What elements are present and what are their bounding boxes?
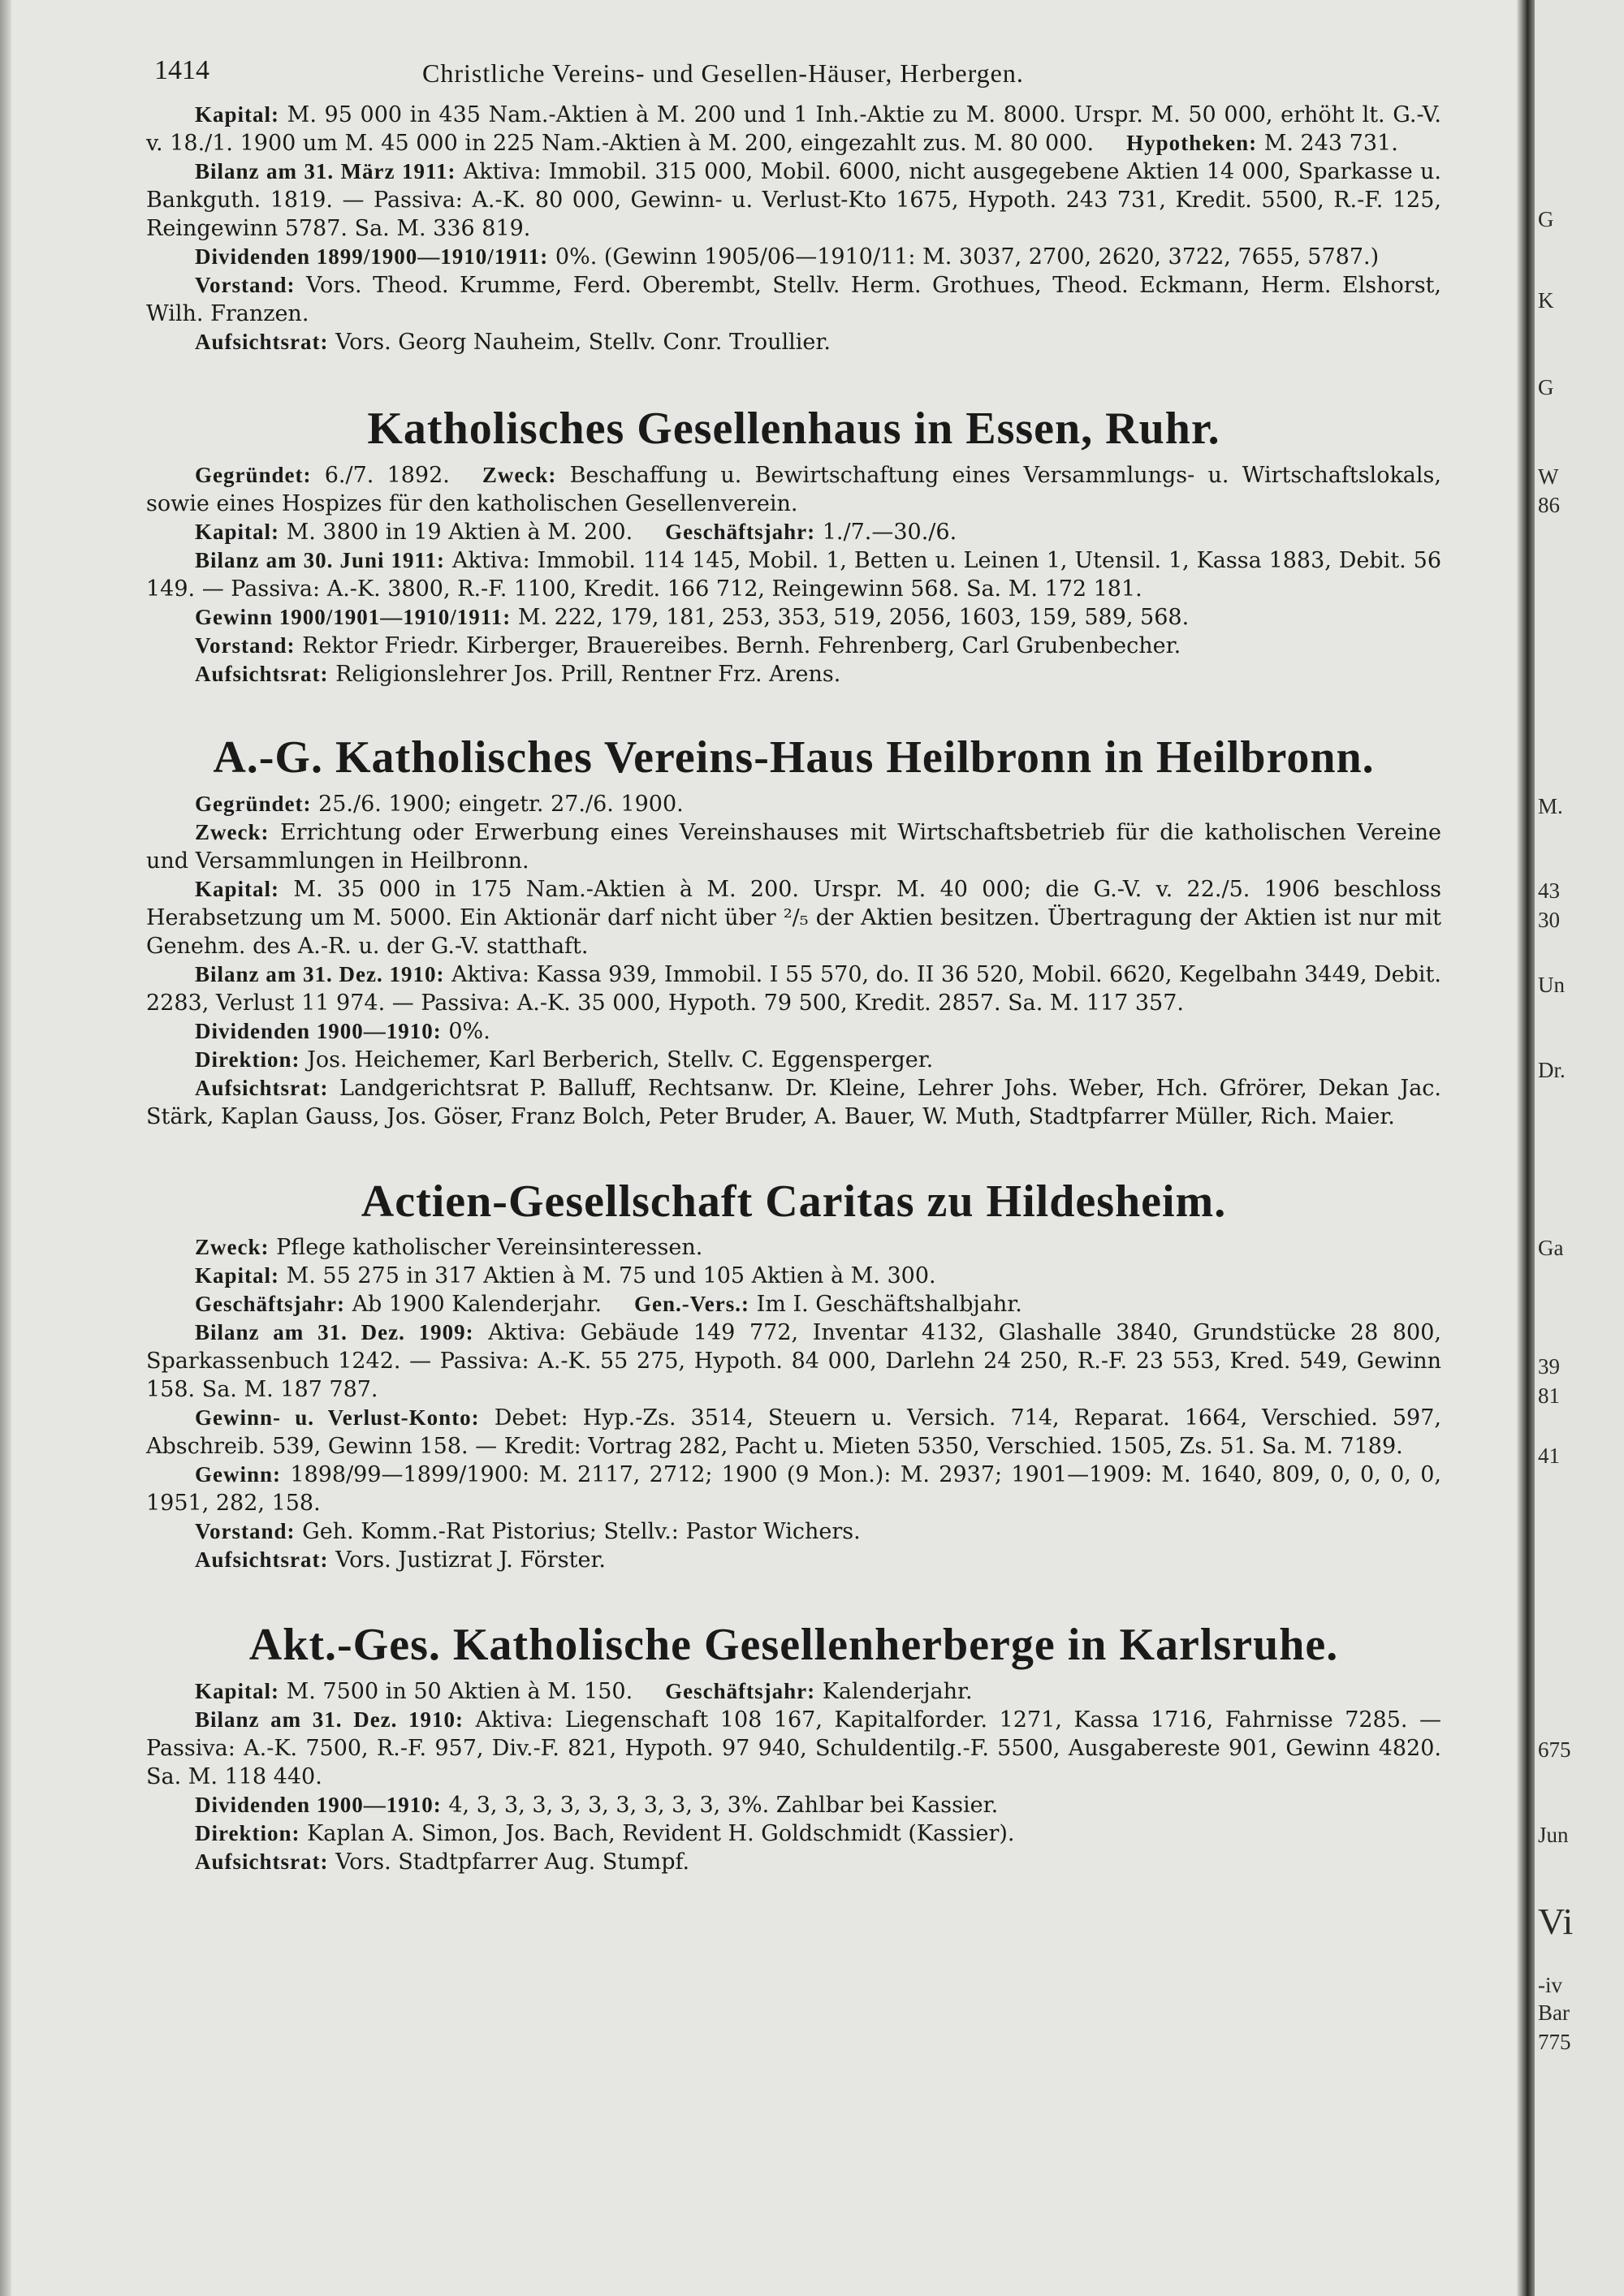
field-text: Vors. Georg Nauheim, Stellv. Conr. Troullier. <box>335 330 831 355</box>
field-text: M. 55 275 in 317 Aktien à M. 75 und 105 Aktien à M. 300. <box>286 1263 936 1289</box>
adjacent-page-fragment: Ga <box>1538 1236 1564 1260</box>
field-text: M. 7500 in 50 Aktien à M. 150. <box>286 1679 633 1705</box>
adjacent-page-fragment: 675 <box>1538 1737 1571 1762</box>
field-label: Bilanz am 31. Dez. 1910: <box>195 961 445 986</box>
field-label: Gewinn- u. Verlust-Konto: <box>195 1405 480 1431</box>
company-entry <box>146 101 1441 356</box>
field-label: Gewinn: <box>195 1462 282 1487</box>
entry-field-kapital <box>146 1262 1441 1290</box>
field-text: Aktiva: Gebäude 149 772, Inventar 4132, Glashalle 3840, Grundstücke 28 800, Sparkassenbuch 1242. — Passiva: A.-K. 55 275, Hypoth. 84 000, Darlehn 24 250, R.-F. 23 553, Kred. 549, Gewinn 158. Sa. M. 187 787. <box>146 1320 1441 1403</box>
field-text: 4, 3, 3, 3, 3, 3, 3, 3, 3, 3, 3%. Zahlbar bei Kassier. <box>448 1793 999 1819</box>
entry-field-dividenden <box>146 1017 1441 1046</box>
field-text: Aktiva: Liegenschaft 108 167, Kapitalforder. 1271, Kassa 1716, Fahrnisse 7285. — Passiva: A.-K. 7500, R.-F. 957, Div.-F. 821, Hypoth. 97 940, Schuldentilg.-F. 5500, Ausgabereste 901, Gewinn 4820. Sa. M. 118 440. <box>146 1707 1441 1790</box>
field-text: Aktiva: Immobil. 315 000, Mobil. 6000, nicht ausgegebene Aktien 14 000, Sparkasse u. Bankguth. 1819. — Passiva: A.-K. 80 000, Gewinn- u. Verlust-Kto 1675, Hypoth. 243 731, Kredit. 5500, R.-F. 125, Reingewinn 5787. Sa. M. 336 819. <box>146 159 1441 241</box>
field-label: Vorstand: <box>195 273 296 297</box>
field-label: Hypotheken: <box>1126 131 1258 155</box>
field-text: 1898/99—1899/1900: M. 2117, 2712; 1900 (9 Mon.): M. 2937; 1901—1909: M. 1640, 809, 0, 0, 0, 0, 1951, 282, 158. <box>146 1462 1441 1517</box>
field-text: Religionslehrer Jos. Prill, Rentner Frz. Arens. <box>335 661 841 687</box>
field-label: Zweck: <box>482 462 557 487</box>
entry-field-bilanz <box>146 1706 1441 1791</box>
entry-field-vorstand <box>146 632 1441 660</box>
adjacent-page-fragment: 30 <box>1538 908 1560 932</box>
field-label: Aufsichtsrat: <box>195 1075 329 1100</box>
adjacent-page-fragment: Un <box>1538 973 1565 997</box>
entry-field-zweck <box>146 818 1441 875</box>
adjacent-page-fragment: G <box>1538 207 1554 231</box>
field-label: Geschäftsjahr: <box>195 1292 345 1317</box>
field-label: Direktion: <box>195 1821 300 1846</box>
adjacent-page-fragment: 81 <box>1538 1383 1560 1408</box>
entry-field-zweck <box>146 1233 1441 1262</box>
adjacent-page-fragment: 775 <box>1538 2030 1571 2054</box>
entry-field-bilanz <box>146 546 1441 603</box>
field-text: Kalenderjahr. <box>822 1679 973 1705</box>
book-gutter <box>1517 0 1535 2296</box>
field-label: Bilanz am 31. Dez. 1909: <box>195 1320 474 1345</box>
running-header <box>146 49 1441 97</box>
company-title: A.-G. Katholisches Vereins-Haus Heilbronn in Heilbronn. <box>213 732 1375 783</box>
entry-field-aufsichtsrat <box>146 328 1441 356</box>
field-text: Im I. Geschäftshalbjahr. <box>756 1292 1022 1318</box>
entry-field-direktion <box>146 1819 1441 1848</box>
field-label: Aufsichtsrat: <box>195 1547 329 1573</box>
field-label: Aufsichtsrat: <box>195 1849 329 1875</box>
field-text: Rektor Friedr. Kirberger, Brauereibes. Bernh. Fehrenberg, Carl Grubenbecher. <box>302 632 1181 658</box>
adjacent-page-fragment: Vi <box>1538 1901 1574 1942</box>
field-label: Zweck: <box>195 1235 270 1260</box>
entry-field-aufsichtsrat <box>146 1074 1441 1131</box>
entry-field-gegruendet <box>146 461 1441 518</box>
company-title: Actien-Gesellschaft Caritas zu Hildesheim. <box>361 1176 1227 1227</box>
field-label: Kapital: <box>195 1679 280 1704</box>
field-text: Jos. Heichemer, Karl Berberich, Stellv. C. Eggensperger. <box>307 1047 934 1072</box>
field-label: Vorstand: <box>195 1519 296 1544</box>
field-text: M. 3800 in 19 Aktien à M. 200. <box>286 519 633 545</box>
field-label: Geschäftsjahr: <box>665 1679 816 1704</box>
adjacent-page <box>1535 0 1624 2296</box>
adjacent-page-fragment: 43 <box>1538 878 1560 903</box>
field-label: Direktion: <box>195 1047 300 1072</box>
adjacent-page-fragment: Jun <box>1538 1823 1569 1847</box>
entry-field-kapital <box>146 875 1441 960</box>
entry-field-dividenden <box>146 243 1441 271</box>
field-label: Dividenden 1899/1900—1910/1911: <box>195 244 549 269</box>
field-label: Bilanz am 31. Dez. 1910: <box>195 1707 464 1733</box>
adjacent-page-fragment: G <box>1538 375 1554 399</box>
field-text: 0%. <box>448 1018 490 1044</box>
field-label: Dividenden 1900—1910: <box>195 1018 442 1043</box>
field-label: Bilanz am 31. März 1911: <box>195 159 456 183</box>
field-text: Vors. Theod. Krumme, Ferd. Oberembt, Stellv. Herm. Grothues, Theod. Eckmann, Herm. Elshorst, Wilh. Franzen. <box>146 273 1441 326</box>
adjacent-page-fragment: 39 <box>1538 1354 1560 1379</box>
entry-field-kapital <box>146 518 1441 546</box>
field-text: Debet: Hyp.-Zs. 3514, Steuern u. Versich. 714, Reparat. 1664, Verschied. 597, Abschreib. 539, Gewinn 158. — Kredit: Vortrag 282, Pacht u. Mieten 5350, Verschied. 1505, Zs. 51. Sa. M. 7189. <box>146 1405 1441 1460</box>
entry-field-gewinn <box>146 1461 1441 1517</box>
company-title: Akt.-Ges. Katholische Gesellenherberge in Karlsruhe. <box>248 1620 1339 1671</box>
entry-field-kapital <box>146 1677 1441 1706</box>
entry-field-direktion <box>146 1046 1441 1074</box>
field-label: Aufsichtsrat: <box>195 330 329 354</box>
entry-field-bilanz <box>146 960 1441 1017</box>
company-entry <box>146 734 1441 1131</box>
field-text: Vors. Stadtpfarrer Aug. Stumpf. <box>335 1849 690 1875</box>
scan-edge <box>0 0 11 2296</box>
field-label: Bilanz am 30. Juni 1911: <box>195 547 446 572</box>
entry-field-aufsichtsrat <box>146 1546 1441 1574</box>
adjacent-page-fragment: 41 <box>1538 1444 1560 1468</box>
company-entry <box>146 1178 1441 1575</box>
entry-field-vorstand <box>146 271 1441 328</box>
field-text: Aktiva: Kassa 939, Immobil. I 55 570, do. II 36 520, Mobil. 6620, Kegelbahn 3449, Debit. 2283, Verlust 11 974. — Passiva: A.-K. 35 000, Hypoth. 79 500, Kredit. 2857. Sa. M. 117 357. <box>146 961 1441 1016</box>
entry-field-aufsichtsrat <box>146 660 1441 688</box>
field-text: 25./6. 1900; eingetr. 27./6. 1900. <box>318 791 684 817</box>
field-label: Gegründet: <box>195 462 312 487</box>
field-label: Kapital: <box>195 519 280 544</box>
entry-field-geschaeftsjahr <box>146 1290 1441 1318</box>
field-text: 6./7. 1892. <box>324 462 450 488</box>
field-label: Gewinn 1900/1901—1910/1911: <box>195 604 512 629</box>
running-header-title: Christliche Vereins- und Gesellen-Häuser, Herbergen. <box>422 58 1024 88</box>
field-text: Ab 1900 Kalenderjahr. <box>352 1292 603 1318</box>
page-number: 1414 <box>154 55 209 85</box>
field-text: 1./7.—30./6. <box>822 519 957 545</box>
adjacent-page-fragment: K <box>1538 288 1554 313</box>
entry-field-dividenden <box>146 1791 1441 1819</box>
field-text: M. 35 000 in 175 Nam.-Aktien à M. 200. Urspr. M. 40 000; die G.-V. v. 22./5. 1906 beschloss Herabsetzung um M. 5000. Ein Aktionär darf nicht über ²/₅ der Aktien besitzen. Übertragung der Aktien ist nur mit Genehm. des A.-R. u. der G.-V. statthaft. <box>146 876 1441 959</box>
entry-field-bilanz <box>146 158 1441 243</box>
field-label: Aufsichtsrat: <box>195 661 329 686</box>
field-label: Gen.-Vers.: <box>634 1292 750 1317</box>
field-text: M. 95 000 in 435 Nam.-Aktien à M. 200 und 1 Inh.-Aktie zu M. 8000. Urspr. M. 50 000, erhöht lt. G.-V. v. 18./1. 1900 um M. 45 000 in 225 Nam.-Aktien à M. 200, eingezahlt zus. M. 80 000. <box>146 102 1441 156</box>
entry-field-gewinn-verlust-konto <box>146 1404 1441 1461</box>
field-text: Vors. Justizrat J. Förster. <box>335 1547 607 1573</box>
document-page <box>146 49 1441 1876</box>
company-entry <box>146 405 1441 688</box>
adjacent-page-fragment: -iv <box>1538 1973 1562 1997</box>
field-label: Kapital: <box>195 876 280 901</box>
field-label: Geschäftsjahr: <box>665 519 816 544</box>
field-label: Gegründet: <box>195 791 312 816</box>
field-text: M. 222, 179, 181, 253, 353, 519, 2056, 1603, 159, 589, 568. <box>517 604 1190 630</box>
company-title: Katholisches Gesellenhaus in Essen, Ruhr. <box>367 404 1220 454</box>
field-text: Errichtung oder Erwerbung eines Vereinshauses mit Wirtschaftsbetrieb für die katholischen Vereine und Versammlungen in Heilbronn. <box>146 819 1441 874</box>
field-label: Vorstand: <box>195 632 296 658</box>
entry-field-gewinn <box>146 603 1441 632</box>
field-text: Pflege katholischer Vereinsinteressen. <box>276 1235 703 1261</box>
adjacent-page-fragment: M. <box>1538 794 1563 818</box>
field-label: Kapital: <box>195 102 280 127</box>
adjacent-page-fragment: Bar <box>1538 2000 1570 2025</box>
field-text: Landgerichtsrat P. Balluff, Rechtsanw. Dr. Kleine, Lehrer Johs. Weber, Hch. Gfrörer, Dekan Jac. Stärk, Kaplan Gauss, Jos. Göser, Franz Bolch, Peter Bruder, A. Bauer, W. Muth, Stadtpfarrer Müller, Rich. Maier. <box>146 1075 1441 1129</box>
field-label: Zweck: <box>195 819 270 844</box>
company-entry <box>146 1621 1441 1876</box>
entry-field-kapital <box>146 101 1441 158</box>
field-text: M. 243 731. <box>1263 131 1398 156</box>
field-text: Geh. Komm.-Rat Pistorius; Stellv.: Pastor Wichers. <box>302 1519 861 1545</box>
entry-field-gegruendet <box>146 790 1441 818</box>
field-text: 0%. (Gewinn 1905/06—1910/11: M. 3037, 2700, 2620, 3722, 7655, 5787.) <box>555 244 1380 270</box>
field-text: Aktiva: Immobil. 114 145, Mobil. 1, Betten u. Leinen 1, Utensil. 1, Kassa 1883, Debit. 56 149. — Passiva: A.-K. 3800, R.-F. 1100, Kredit. 166 712, Reingewinn 568. Sa. M. 172 181. <box>146 547 1442 602</box>
entry-field-bilanz <box>146 1318 1441 1404</box>
entry-field-vorstand <box>146 1517 1441 1546</box>
adjacent-page-fragment: W <box>1538 464 1559 489</box>
entry-field-aufsichtsrat <box>146 1848 1441 1876</box>
field-text: Beschaffung u. Bewirtschaftung eines Versammlungs- u. Wirtschaftslokals, sowie eines Hospizes für den katholischen Gesellenverein. <box>146 462 1441 516</box>
field-label: Kapital: <box>195 1263 280 1288</box>
adjacent-page-fragment: 86 <box>1538 493 1560 517</box>
field-label: Dividenden 1900—1910: <box>195 1793 442 1818</box>
adjacent-page-fragment: Dr. <box>1538 1058 1566 1082</box>
field-text: Kaplan A. Simon, Jos. Bach, Revident H. Goldschmidt (Kassier). <box>307 1821 1015 1847</box>
